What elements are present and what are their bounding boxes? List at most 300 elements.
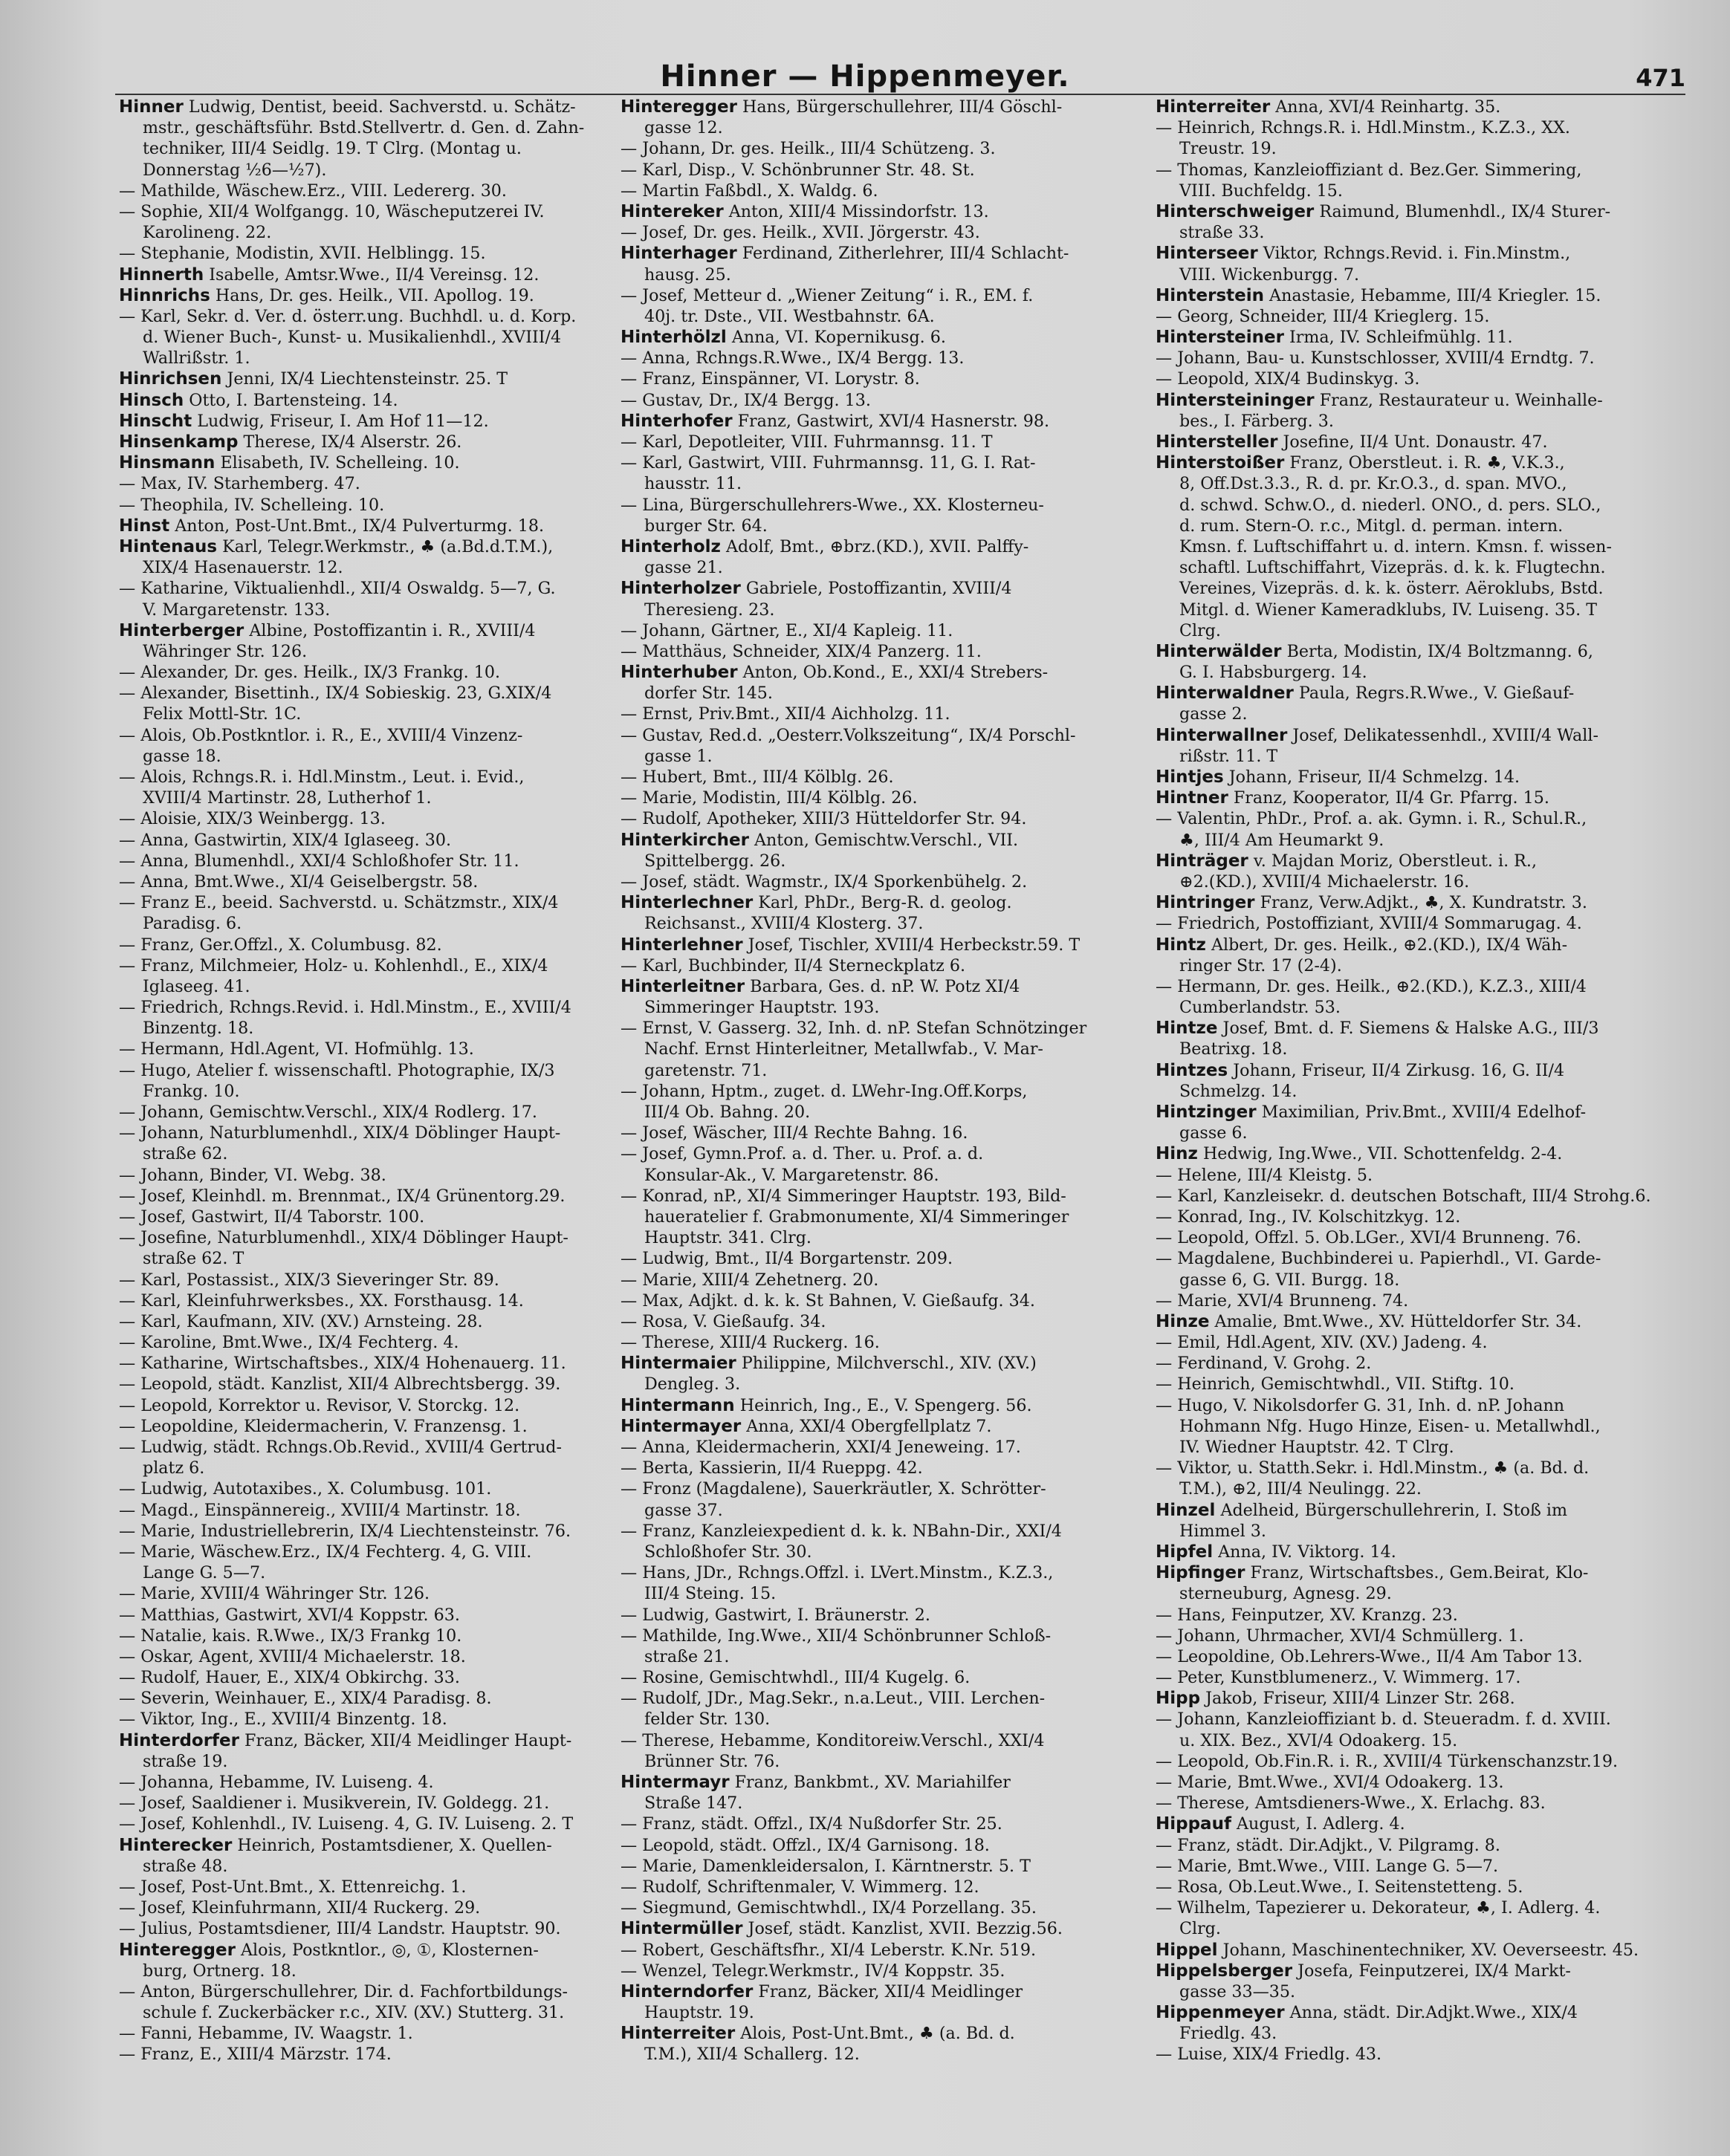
entry-continuation-line xyxy=(1156,1981,1676,2002)
entry-line xyxy=(1156,1856,1676,1877)
entry-heading-line xyxy=(119,368,609,389)
entry-text: d. rum. Stern-O. r.c., Mitgl. d. perman. intern. xyxy=(1179,516,1564,536)
entry-line xyxy=(1156,808,1676,829)
entry-line xyxy=(1156,1165,1676,1186)
entry-line xyxy=(621,1270,1148,1290)
entry-text: XVIII/4 Martinstr. 28, Lutherhof 1. xyxy=(143,788,432,808)
entry-heading-line xyxy=(1156,390,1676,411)
entry-text: Binzentg. 18. xyxy=(143,1019,254,1039)
entry-text: Anna, städt. Dir.Adjkt.Wwe., XIX/4 xyxy=(1284,2003,1578,2023)
entry-heading-line xyxy=(621,327,1148,348)
entry-text: Hauptstr. 341. Clrg. xyxy=(644,1228,811,1248)
entry-heading-line xyxy=(1156,1060,1676,1081)
entry-continuation-line xyxy=(119,117,609,138)
surname: Hippelsberger xyxy=(1156,1961,1293,1981)
entry-text: sterneuburg, Agnesg. 29. xyxy=(1179,1584,1392,1604)
surname: Hinze xyxy=(1156,1311,1210,1331)
entry-text: — Marie, Bmt.Wwe., VIII. Lange G. 5—7. xyxy=(1156,1856,1499,1876)
entry-text: — Julius, Postamtsdiener, III/4 Landstr. Hauptstr. 90. xyxy=(119,1919,561,1939)
entry-text: schule f. Zuckerbäcker r.c., XIV. (XV.) Stutterg. 31. xyxy=(143,2003,565,2023)
entry-continuation-line xyxy=(621,997,1148,1018)
entry-line xyxy=(621,452,1148,473)
entry-text: Adelheid, Bürgerschullehrerin, I. Stoß im xyxy=(1215,1500,1568,1520)
surname: Hinterstein xyxy=(1156,285,1264,305)
entry-text: d. schwd. Schw.O., d. niederl. ONO., d. pers. SLO., xyxy=(1179,495,1601,515)
entry-line xyxy=(621,160,1148,181)
entry-text: — Johann, Hptm., zuget. d. LWehr-Ing.Off.Korps, xyxy=(621,1081,1028,1101)
entry-heading-line xyxy=(1156,1688,1676,1709)
entry-line xyxy=(1156,1709,1676,1730)
entry-text: — Johann, Kanzleioffiziant b. d. Steueradm. f. d. XVIII. xyxy=(1156,1709,1611,1730)
entry-heading-line xyxy=(621,892,1148,913)
entry-continuation-line xyxy=(621,1709,1148,1730)
entry-heading-line xyxy=(119,620,609,641)
entry-text: Karolineng. 22. xyxy=(143,223,272,243)
entry-text: — Johann, Gemischtw.Verschl., XIX/4 Rodlerg. 17. xyxy=(119,1103,537,1122)
entry-continuation-line xyxy=(119,641,609,662)
entry-text: — Hans, JDr., Rchngs.Offzl. i. LVert.Minstm., K.Z.3., xyxy=(621,1563,1054,1583)
entry-text: Johann, Maschinentechniker, XV. Oeverseestr. 45. xyxy=(1217,1940,1639,1960)
entry-continuation-line xyxy=(621,1227,1148,1248)
header-rule xyxy=(115,94,1685,95)
entry-text: gasse 6. xyxy=(1179,1123,1248,1143)
entry-text: — Alexander, Bisettinh., IX/4 Sobieskig. 23, G.XIX/4 xyxy=(119,684,552,704)
entry-text: Alois, Postkntlor., ◎, ①, Klosternen- xyxy=(235,1940,539,1960)
surname: Hinterholz xyxy=(621,536,721,556)
entry-text: v. Majdan Moriz, Oberstleut. i. R., xyxy=(1248,851,1537,871)
entry-line xyxy=(119,473,609,494)
entry-line xyxy=(119,892,609,913)
entry-text: Otto, I. Bartensteing. 14. xyxy=(184,390,398,410)
entry-text: Franz, Verw.Adjkt., ♣, X. Kundratstr. 3. xyxy=(1254,893,1587,913)
surname: Hipfel xyxy=(1156,1542,1214,1562)
entry-text: Iglaseeg. 41. xyxy=(143,976,250,996)
entry-text: — Hans, Feinputzer, XV. Kranzg. 23. xyxy=(1156,1605,1458,1625)
entry-line xyxy=(621,1877,1148,1897)
entry-text: — Ludwig, Autotaxibes., X. Columbusg. 101. xyxy=(119,1479,492,1499)
entry-text: Karl, PhDr., Berg-R. d. geolog. xyxy=(753,893,1012,913)
entry-text: — Marie, XVI/4 Brunneng. 74. xyxy=(1156,1290,1409,1311)
surname: Hinrichsen xyxy=(119,369,222,389)
entry-text: — Anna, Gastwirtin, XIX/4 Iglaseeg. 30. xyxy=(119,830,452,850)
surname: Hintermaier xyxy=(621,1354,736,1374)
entry-heading-line xyxy=(1156,892,1676,913)
entry-text: — Franz, Ger.Offzl., X. Columbusg. 82. xyxy=(119,935,442,955)
entry-text: Hans, Dr. ges. Heilk., VII. Apollog. 19. xyxy=(210,285,534,305)
entry-continuation-line xyxy=(621,851,1148,871)
entry-line xyxy=(1156,117,1676,138)
entry-text: — Natalie, kais. R.Wwe., IX/3 Frankg 10. xyxy=(119,1626,462,1646)
entry-text: u. XIX. Bez., XVI/4 Odoakerg. 15. xyxy=(1179,1730,1458,1750)
surname: Hinterlechner xyxy=(621,893,754,913)
entry-text: — Anna, Rchngs.R.Wwe., IX/4 Bergg. 13. xyxy=(621,348,965,368)
entry-continuation-line xyxy=(621,1542,1148,1562)
entry-line xyxy=(1156,1227,1676,1248)
entry-line xyxy=(119,1605,609,1626)
entry-text: — Theophila, IV. Schelleing. 10. xyxy=(119,495,385,515)
entry-text: — Ernst, Priv.Bmt., XII/4 Aichholzg. 11. xyxy=(621,704,950,724)
entry-text: Straße 147. xyxy=(644,1793,743,1814)
entry-text: — Mathilde, Ing.Wwe., XII/4 Schönbrunner Schloß- xyxy=(621,1626,1052,1646)
entry-text: burg, Ortnerg. 18. xyxy=(143,1961,297,1981)
entry-line xyxy=(621,1081,1148,1102)
entry-line xyxy=(621,1961,1148,1981)
entry-text: Schmelzg. 14. xyxy=(1179,1081,1298,1101)
entry-text: Alois, Post-Unt.Bmt., ♣ (a. Bd. d. xyxy=(735,2024,1015,2044)
entry-continuation-line xyxy=(1156,997,1676,1018)
entry-line xyxy=(1156,1374,1676,1394)
entry-continuation-line xyxy=(1156,516,1676,536)
entry-text: — Oskar, Agent, XVIII/4 Michaelerstr. 18. xyxy=(119,1646,466,1666)
entry-line xyxy=(119,1667,609,1688)
entry-line xyxy=(1156,160,1676,181)
entry-text: — Karl, Disp., V. Schönbrunner Str. 48. St. xyxy=(621,160,975,180)
entry-continuation-line xyxy=(119,704,609,724)
entry-text: — Josef, Gymn.Prof. a. d. Ther. u. Prof. a. d. xyxy=(621,1144,984,1164)
entry-text: gasse 6, G. VII. Burgg. 18. xyxy=(1179,1270,1400,1290)
entry-text: Dengleg. 3. xyxy=(644,1374,741,1394)
entry-text: — Alois, Ob.Postkntlor. i. R., E., XVIII/4 Vinzenz- xyxy=(119,725,523,745)
entry-text: V. Margaretenstr. 133. xyxy=(143,600,331,620)
entry-text: IV. Wiedner Hauptstr. 42. T Clrg. xyxy=(1179,1438,1454,1457)
entry-text: — Fronz (Magdalene), Sauerkräutler, X. Schrötter- xyxy=(621,1479,1046,1499)
entry-heading-line xyxy=(621,1395,1148,1416)
entry-line xyxy=(621,767,1148,788)
entry-continuation-line xyxy=(621,2002,1148,2023)
entry-text: — Hermann, Dr. ges. Heilk., ⊕2.(KD.), K.Z.3., XIII/4 xyxy=(1156,976,1587,996)
entry-text: Karl, Telegr.Werkmstr., ♣ (a.Bd.d.T.M.), xyxy=(217,536,554,556)
entry-text: felder Str. 130. xyxy=(644,1709,771,1730)
entry-text: — Franz, städt. Offzl., IX/4 Nußdorfer Str. 25. xyxy=(621,1814,1002,1834)
entry-continuation-line xyxy=(1156,1478,1676,1499)
entry-text: Treustr. 19. xyxy=(1179,139,1277,159)
entry-line xyxy=(119,1102,609,1123)
entry-heading-line xyxy=(119,264,609,285)
entry-line xyxy=(119,1186,609,1207)
entry-heading-line xyxy=(621,2023,1148,2044)
entry-text: Franz, Bäcker, XII/4 Meidlinger Haupt- xyxy=(239,1730,572,1750)
entry-text: — Josef, Kleinhdl. m. Brennmat., IX/4 Grünentorg.29. xyxy=(119,1186,566,1206)
entry-continuation-line xyxy=(621,1374,1148,1394)
entry-text: — Robert, Geschäftsfhr., XI/4 Leberstr. K.Nr. 519. xyxy=(621,1940,1037,1960)
entry-text: — Leopold, Ob.Fin.R. i. R., XVIII/4 Türkenschanzstr.19. xyxy=(1156,1751,1619,1771)
entry-line xyxy=(119,1227,609,1248)
entry-continuation-line xyxy=(1156,557,1676,578)
entry-heading-line xyxy=(1156,1102,1676,1123)
entry-text: — Friedrich, Rchngs.Revid. i. Hdl.Minstm., E., XVIII/4 xyxy=(119,998,571,1018)
entry-line xyxy=(621,1940,1148,1961)
entry-heading-line xyxy=(1156,97,1676,117)
entry-text: Irma, IV. Schleifmühlg. 11. xyxy=(1283,328,1513,348)
entry-text: Währinger Str. 126. xyxy=(143,641,308,661)
entry-line xyxy=(621,1605,1148,1626)
entry-line xyxy=(621,1730,1148,1751)
entry-line xyxy=(119,1478,609,1499)
entry-line xyxy=(1156,1186,1676,1207)
entry-text: ⊕2.(KD.), XVIII/4 Michaelerstr. 16. xyxy=(1179,871,1470,892)
entry-text: G. I. Habsburgerg. 14. xyxy=(1179,663,1367,683)
entry-text: — Severin, Weinhauer, E., XIX/4 Paradisg. 8. xyxy=(119,1689,492,1709)
entry-line xyxy=(119,1207,609,1227)
entry-text: Wallrißstr. 1. xyxy=(143,348,250,368)
entry-text: — Max, Adjkt. d. k. k. St Bahnen, V. Gießaufg. 34. xyxy=(621,1290,1035,1311)
entry-text: — Hubert, Bmt., III/4 Kölblg. 26. xyxy=(621,767,894,787)
surname: Hippenmeyer xyxy=(1156,2003,1285,2023)
entry-text: — Ludwig, städt. Rchngs.Ob.Revid., XVIII/4 Gertrud- xyxy=(119,1438,562,1457)
surname: Hintzes xyxy=(1156,1060,1228,1080)
entry-line xyxy=(621,181,1148,201)
entry-line xyxy=(621,390,1148,411)
entry-line xyxy=(119,1165,609,1186)
entry-line xyxy=(1156,1877,1676,1897)
entry-continuation-line xyxy=(1156,1416,1676,1437)
entry-text: burger Str. 64. xyxy=(644,516,768,536)
entry-text: gasse 37. xyxy=(644,1500,723,1520)
entry-text: Josefa, Feinputzerei, IX/4 Markt- xyxy=(1292,1961,1571,1981)
entry-line xyxy=(621,1626,1148,1646)
entry-line xyxy=(621,1018,1148,1039)
entry-text: Josef, Bmt. d. F. Siemens & Halske A.G., III/3 xyxy=(1217,1019,1599,1039)
entry-continuation-line xyxy=(1156,955,1676,976)
entry-text: — Rudolf, JDr., Mag.Sekr., n.a.Leut., VIII. Lerchen- xyxy=(621,1689,1046,1709)
entry-text: Friedlg. 43. xyxy=(1179,2024,1277,2044)
entry-text: Josef, Delikatessenhdl., XVIII/4 Wall- xyxy=(1287,725,1598,745)
entry-text: gasse 2. xyxy=(1179,704,1248,724)
entry-text: — Anna, Blumenhdl., XXI/4 Schloßhofer Str. 11. xyxy=(119,851,519,871)
entry-text: dorfer Str. 145. xyxy=(644,684,773,704)
entry-text: VIII. Wickenburgg. 7. xyxy=(1179,264,1360,285)
entry-text: — Viktor, Ing., E., XVIII/4 Binzentg. 18. xyxy=(119,1709,447,1730)
entry-text: Lange G. 5—7. xyxy=(143,1563,266,1583)
entry-line xyxy=(621,1332,1148,1353)
entry-text: Johann, Friseur, II/4 Zirkusg. 16, G. II/4 xyxy=(1228,1060,1565,1080)
entry-line xyxy=(621,725,1148,746)
entry-heading-line xyxy=(1156,1143,1676,1164)
surname: Hinterhölzl xyxy=(621,328,727,348)
entry-heading-line xyxy=(1156,641,1676,662)
column-1 xyxy=(119,97,609,2140)
entry-text: — Johann, Uhrmacher, XVI/4 Schmüllerg. 1. xyxy=(1156,1626,1524,1646)
entry-continuation-line xyxy=(621,1751,1148,1772)
entry-text: Jenni, IX/4 Liechtensteinstr. 25. T xyxy=(221,369,508,389)
entry-continuation-line xyxy=(119,222,609,243)
entry-line xyxy=(1156,2044,1676,2065)
entry-line xyxy=(621,285,1148,306)
entry-line xyxy=(119,830,609,851)
entry-text: — Karl, Gastwirt, VIII. Fuhrmannsg. 11, G. I. Rat- xyxy=(621,453,1036,473)
entry-line xyxy=(621,1311,1148,1332)
surname: Hintereker xyxy=(621,201,724,221)
entry-heading-line xyxy=(119,285,609,306)
entry-text: — Fanni, Hebamme, IV. Waagstr. 1. xyxy=(119,2024,413,2044)
entry-text: III/4 Ob. Bahng. 20. xyxy=(644,1103,811,1122)
entry-heading-line xyxy=(621,1416,1148,1437)
entry-text: — Luise, XIX/4 Friedlg. 43. xyxy=(1156,2045,1382,2065)
entry-text: Frankg. 10. xyxy=(143,1081,240,1101)
entry-text: — Ferdinand, V. Grohg. 2. xyxy=(1156,1354,1372,1374)
entry-text: Anton, Post-Unt.Bmt., IX/4 Pulverturmg. 18. xyxy=(169,516,545,536)
entry-line xyxy=(119,935,609,955)
surname: Hinteregger xyxy=(621,97,737,117)
surname: Hinterstoißer xyxy=(1156,453,1285,473)
entry-line xyxy=(1156,1290,1676,1311)
surname: Hintersteininger xyxy=(1156,390,1315,410)
entry-line xyxy=(1156,1835,1676,1856)
entry-text: garetenstr. 71. xyxy=(644,1060,768,1080)
entry-text: — Max, IV. Starhemberg. 47. xyxy=(119,474,360,494)
entry-text: Clrg. xyxy=(1179,620,1221,640)
entry-text: Franz, Bäcker, XII/4 Meidlinger xyxy=(753,1981,1023,2001)
entry-line xyxy=(119,851,609,871)
entry-line xyxy=(1156,1458,1676,1478)
entry-continuation-line xyxy=(1156,1437,1676,1458)
entry-heading-line xyxy=(1156,1018,1676,1039)
entry-continuation-line xyxy=(119,913,609,934)
entry-text: — Josef, Post-Unt.Bmt., X. Ettenreichg. 1. xyxy=(119,1877,467,1897)
entry-line xyxy=(1156,1248,1676,1269)
entry-heading-line xyxy=(621,935,1148,955)
entry-text: — Martin Faßbdl., X. Waldg. 6. xyxy=(621,181,878,201)
entry-text: — Matthäus, Schneider, XIX/4 Panzerg. 11. xyxy=(621,641,982,661)
entry-line xyxy=(1156,913,1676,934)
entry-text: straße 19. xyxy=(143,1751,228,1771)
entry-text: straße 62. T xyxy=(143,1249,244,1269)
entry-continuation-line xyxy=(1156,495,1676,516)
entry-line xyxy=(119,1877,609,1897)
entry-text: Amalie, Bmt.Wwe., XV. Hütteldorfer Str. 34. xyxy=(1209,1311,1582,1331)
entry-text: Clrg. xyxy=(1179,1919,1221,1939)
entry-continuation-line xyxy=(1156,1123,1676,1143)
entry-text: — Magdalene, Buchbinderei u. Papierhdl., VI. Garde- xyxy=(1156,1249,1601,1269)
entry-continuation-line xyxy=(1156,222,1676,243)
entry-continuation-line xyxy=(621,264,1148,285)
entry-heading-line xyxy=(621,662,1148,683)
entry-text: — Gustav, Red.d. „Oesterr.Volkszeitung“, IX/4 Porschl- xyxy=(621,725,1076,745)
entry-line xyxy=(119,725,609,746)
entry-text: — Rudolf, Apotheker, XIII/3 Hütteldorfer Str. 94. xyxy=(621,809,1027,829)
entry-continuation-line xyxy=(621,473,1148,494)
entry-continuation-line xyxy=(621,1207,1148,1227)
entry-line xyxy=(621,641,1148,662)
entry-text: — Viktor, u. Statth.Sekr. i. Hdl.Minstm., ♣ (a. Bd. d. xyxy=(1156,1458,1590,1478)
surname: Hintermann xyxy=(621,1395,735,1415)
entry-text: — Thomas, Kanzleioffiziant d. Bez.Ger. Simmering, xyxy=(1156,160,1582,180)
surname: Hintersteller xyxy=(1156,432,1278,452)
surname: Hintringer xyxy=(1156,893,1255,913)
entry-continuation-line xyxy=(1156,2023,1676,2044)
entry-line xyxy=(621,955,1148,976)
surname: Hippauf xyxy=(1156,1814,1231,1834)
entry-text: — Heinrich, Rchngs.R. i. Hdl.Minstm., K.Z.3., XX. xyxy=(1156,118,1570,138)
entry-line xyxy=(621,1521,1148,1542)
entry-text: — Konrad, Ing., IV. Kolschitzkyg. 12. xyxy=(1156,1207,1461,1227)
entry-line xyxy=(621,1478,1148,1499)
entry-line xyxy=(1156,1605,1676,1626)
entry-continuation-line xyxy=(1156,1918,1676,1939)
entry-text: 8, Off.Dst.3.3., R. d. pr. Kr.O.3., d. span. MVO., xyxy=(1179,474,1567,494)
entry-text: Hedwig, Ing.Wwe., VII. Schottenfeldg. 2-4. xyxy=(1197,1144,1563,1164)
entry-text: — Rosine, Gemischtwhdl., III/4 Kugelg. 6. xyxy=(621,1668,971,1688)
entry-continuation-line xyxy=(621,1060,1148,1081)
entry-line xyxy=(119,1395,609,1416)
entry-line xyxy=(621,1814,1148,1834)
entry-continuation-line xyxy=(1156,871,1676,892)
entry-text: — Berta, Kassierin, II/4 Rueppg. 42. xyxy=(621,1458,923,1478)
entry-text: straße 21. xyxy=(644,1646,730,1666)
surname: Hinsmann xyxy=(119,453,216,473)
entry-text: — Karl, Kanzleisekr. d. deutschen Botschaft, III/4 Strohg.6. xyxy=(1156,1186,1651,1206)
entry-line xyxy=(621,348,1148,368)
entry-heading-line xyxy=(119,1940,609,1961)
surname: Hinterlehner xyxy=(621,935,743,955)
entry-line xyxy=(621,222,1148,243)
surname: Hinterberger xyxy=(119,620,244,640)
entry-text: T.M.), XII/4 Schallerg. 12. xyxy=(644,2045,860,2065)
entry-heading-line xyxy=(1156,452,1676,473)
entry-line xyxy=(119,2023,609,2044)
column-3 xyxy=(1156,97,1676,2140)
entry-text: — Johann, Naturblumenhdl., XIX/4 Döblinger Haupt- xyxy=(119,1123,561,1143)
entry-text: Barbara, Ges. d. nP. W. Potz XI/4 xyxy=(745,976,1020,996)
entry-text: — Karl, Kaufmann, XIV. (XV.) Arnsteing. 28. xyxy=(119,1311,483,1331)
entry-continuation-line xyxy=(119,1458,609,1478)
entry-line xyxy=(119,1981,609,2002)
entry-continuation-line xyxy=(1156,662,1676,683)
entry-line xyxy=(119,201,609,222)
entry-text: — Marie, Wäschew.Erz., IX/4 Fechterg. 4, G. VIII. xyxy=(119,1542,532,1562)
entry-line xyxy=(621,1856,1148,1877)
entry-text: — Anna, Bmt.Wwe., XI/4 Geiselbergstr. 58. xyxy=(119,871,479,892)
entry-text: straße 48. xyxy=(143,1856,228,1876)
entry-text: Gabriele, Postoffizantin, XVIII/4 xyxy=(740,579,1012,599)
entry-line xyxy=(621,704,1148,724)
entry-line xyxy=(119,1793,609,1814)
entry-text: — Rosa, Ob.Leut.Wwe., I. Seitenstetteng. 5. xyxy=(1156,1877,1523,1897)
surname: Hipfinger xyxy=(1156,1563,1245,1583)
entry-text: — Franz E., beeid. Sachverstd. u. Schätzmstr., XIX/4 xyxy=(119,893,559,913)
entry-continuation-line xyxy=(119,1562,609,1583)
entry-text: Anton, Gemischtw.Verschl., VII. xyxy=(748,830,1019,850)
entry-text: haueratelier f. Grabmonumente, XI/4 Simmeringer xyxy=(644,1207,1069,1227)
entry-continuation-line xyxy=(621,1165,1148,1186)
entry-line xyxy=(119,808,609,829)
entry-heading-line xyxy=(1156,285,1676,306)
entry-text: — Anton, Bürgerschullehrer, Dir. d. Fachfortbildungs- xyxy=(119,1981,568,2001)
entry-heading-line xyxy=(621,536,1148,557)
entry-text: Mitgl. d. Wiener Kameradklubs, IV. Luiseng. 35. T xyxy=(1179,600,1598,620)
entry-text: Heinrich, Postamtsdiener, X. Quellen- xyxy=(232,1835,552,1855)
entry-text: — Helene, III/4 Kleistg. 5. xyxy=(1156,1165,1373,1185)
surname: Hinterecker xyxy=(119,1835,233,1855)
surname: Hinner xyxy=(119,97,184,117)
entry-text: 40j. tr. Dste., VII. Westbahnstr. 6A. xyxy=(644,306,935,326)
entry-line xyxy=(621,495,1148,516)
entry-text: — Anna, Kleidermacherin, XXI/4 Jeneweing. 17. xyxy=(621,1438,1021,1457)
entry-text: Anna, IV. Viktorg. 14. xyxy=(1213,1542,1396,1562)
surname: Hinterreiter xyxy=(1156,97,1271,117)
entry-line xyxy=(119,495,609,516)
entry-text: ♣, III/4 Am Heumarkt 9. xyxy=(1179,830,1384,850)
entry-line xyxy=(1156,976,1676,997)
entry-continuation-line xyxy=(1156,1081,1676,1102)
entry-text: Franz, Restaurateur u. Weinhalle- xyxy=(1314,390,1603,410)
entry-continuation-line xyxy=(621,306,1148,327)
entry-line xyxy=(119,871,609,892)
entry-continuation-line xyxy=(621,746,1148,767)
entry-text: — Ludwig, Bmt., II/4 Borgartenstr. 209. xyxy=(621,1249,953,1269)
entry-text: — Konrad, nP., XI/4 Simmeringer Hauptstr. 193, Bild- xyxy=(621,1186,1066,1206)
entry-continuation-line xyxy=(1156,704,1676,724)
